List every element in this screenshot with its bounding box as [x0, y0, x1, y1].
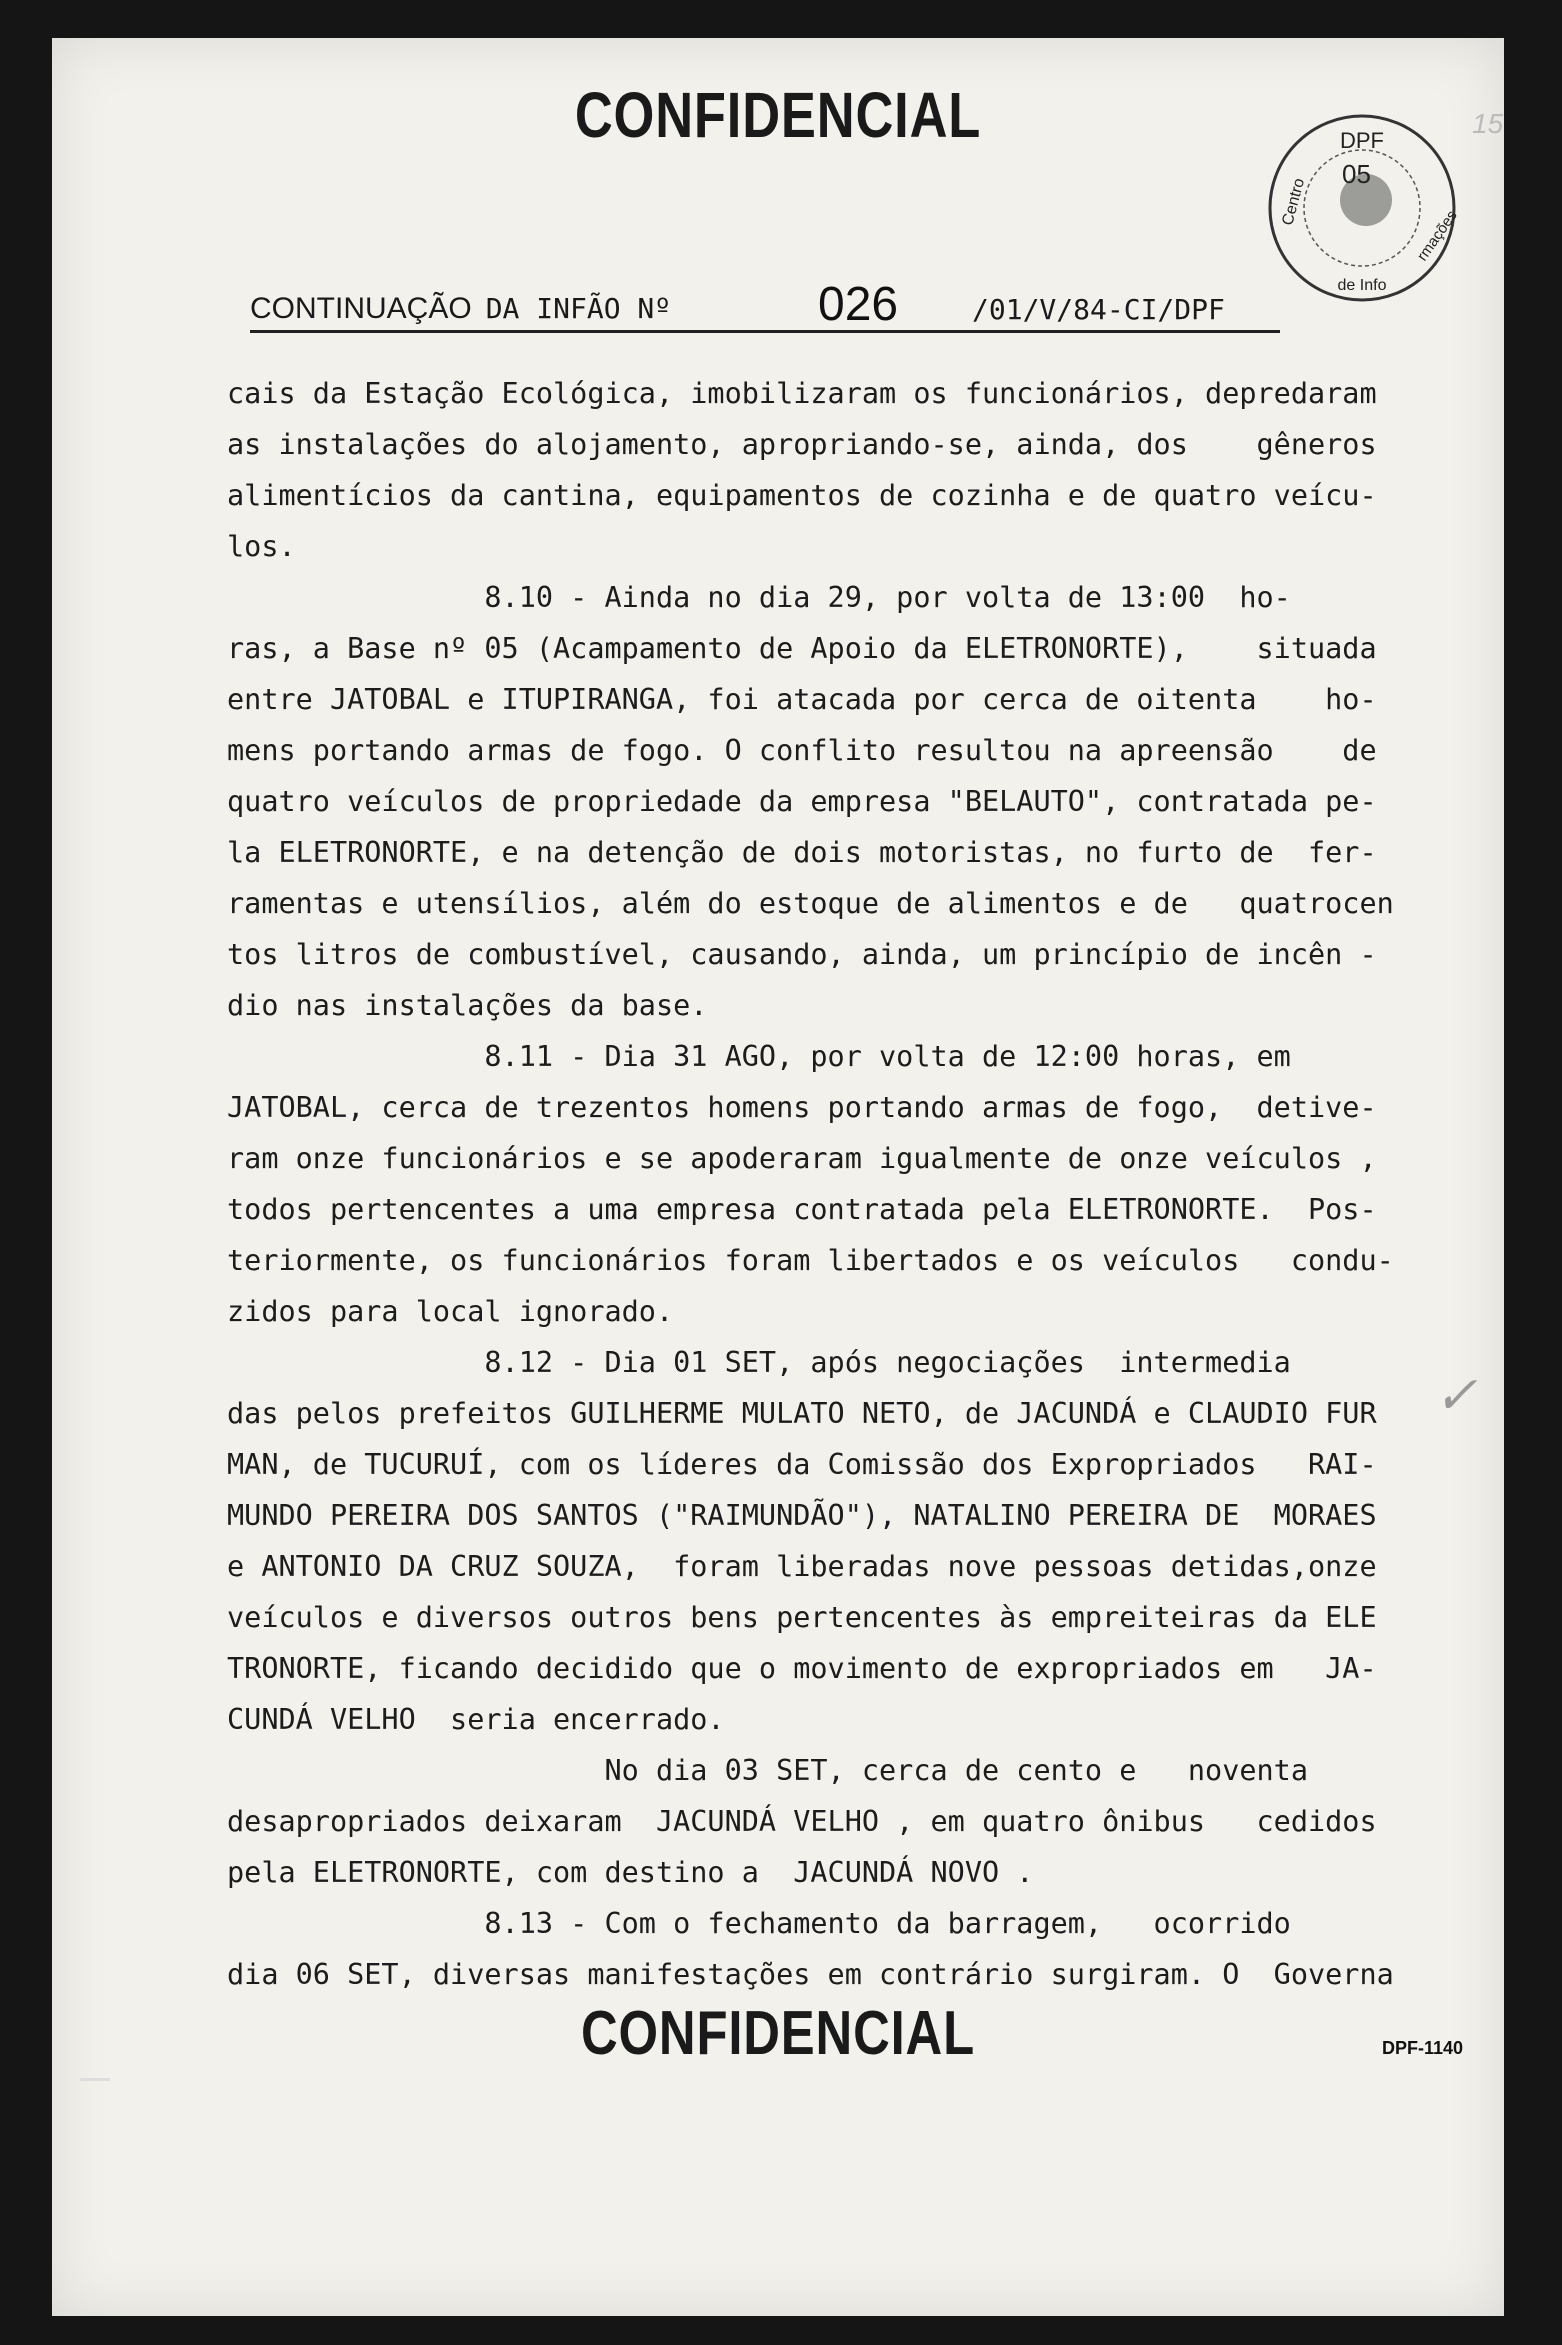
body-line: la ELETRONORTE, e na detenção de dois motoristas, no furto de fer- — [227, 836, 1377, 869]
body-line: ramentas e utensílios, além do estoque de alimentos e de quatrocen — [227, 887, 1394, 920]
body-line: zidos para local ignorado. — [227, 1295, 674, 1328]
body-line: das pelos prefeitos GUILHERME MULATO NETO, de JACUNDÁ e CLAUDIO FUR — [227, 1397, 1377, 1430]
header-classification: CONFIDENCIAL — [574, 79, 982, 151]
dpf-stamp — [1262, 108, 1462, 308]
body-line: dio nas instalações da base. — [227, 989, 708, 1022]
body-line: dia 06 SET, diversas manifestações em contrário surgiram. O Governa — [227, 1958, 1394, 1991]
footer-classification: CONFIDENCIAL — [581, 1999, 975, 2068]
document-body — [227, 368, 1457, 2000]
stamp-number: 05 — [1342, 159, 1371, 189]
body-line: veículos e diversos outros bens pertencentes às empreiteiras da ELE — [227, 1601, 1377, 1634]
form-code: DPF-1140 — [1382, 2038, 1464, 2058]
body-line: mens portando armas de fogo. O conflito resultou na apreensão de — [227, 734, 1377, 767]
stamp-bottom-text: de Info — [1337, 277, 1387, 294]
body-line: alimentícios da cantina, equipamentos de cozinha e de quatro veícu- — [227, 479, 1377, 512]
continuation-line — [250, 260, 1280, 333]
body-line: pela ELETRONORTE, com destino a JACUNDÁ NOVO . — [227, 1856, 1034, 1889]
margin-check-mark: ✓ — [1434, 1368, 1478, 1425]
body-line: 8.12 - Dia 01 SET, após negociações intermedia — [227, 1346, 1291, 1379]
body-line: tos litros de combustível, causando, ainda, um princípio de incên - — [227, 938, 1377, 971]
stamp-top-text: DPF — [1340, 128, 1384, 153]
continuation-sub-label: DA INFÃO Nº — [485, 292, 672, 325]
body-line: entre JATOBAL e ITUPIRANGA, foi atacada por cerca de oitenta ho- — [227, 683, 1377, 716]
body-line: 8.11 - Dia 31 AGO, por volta de 12:00 horas, em — [227, 1040, 1291, 1073]
body-line: cais da Estação Ecológica, imobilizaram os funcionários, depredaram — [227, 377, 1377, 410]
document-reference: /01/V/84-CI/DPF — [972, 293, 1225, 326]
body-line: 8.13 - Com o fechamento da barragem, ocorrido — [227, 1907, 1291, 1940]
body-line: 8.10 - Ainda no dia 29, por volta de 13:00 ho- — [227, 581, 1291, 614]
stamp-left-text: Centro — [1279, 176, 1309, 228]
body-line: ras, a Base nº 05 (Acampamento de Apoio da ELETRONORTE), situada — [227, 632, 1377, 665]
body-line: MAN, de TUCURUÍ, com os líderes da Comissão dos Expropriados RAI- — [227, 1448, 1377, 1481]
document-number: 026 — [818, 278, 899, 331]
body-line: los. — [227, 530, 296, 563]
body-line: TRONORTE, ficando decidido que o movimento de expropriados em JA- — [227, 1652, 1377, 1685]
page-corner-mark: 15 — [1472, 108, 1504, 139]
body-line: ram onze funcionários e se apoderaram igualmente de onze veículos , — [227, 1142, 1377, 1175]
body-line: desapropriados deixaram JACUNDÁ VELHO , em quatro ônibus cedidos — [227, 1805, 1377, 1838]
document-page — [52, 38, 1504, 2316]
body-line: JATOBAL, cerca de trezentos homens portando armas de fogo, detive- — [227, 1091, 1377, 1124]
body-line: as instalações do alojamento, apropriando-se, ainda, dos gêneros — [227, 428, 1377, 461]
body-line: quatro veículos de propriedade da empresa "BELAUTO", contratada pe- — [227, 785, 1377, 818]
stamp-right-text: rmações — [1413, 207, 1461, 265]
body-line: CUNDÁ VELHO seria encerrado. — [227, 1703, 725, 1736]
body-line: teriormente, os funcionários foram libertados e os veículos condu- — [227, 1244, 1394, 1277]
body-line: e ANTONIO DA CRUZ SOUZA, foram liberadas nove pessoas detidas,onze — [227, 1550, 1377, 1583]
body-line: todos pertencentes a uma empresa contratada pela ELETRONORTE. Pos- — [227, 1193, 1377, 1226]
continuation-label: CONTINUAÇÃO DA INFÃO Nº — [250, 292, 672, 325]
body-line: No dia 03 SET, cerca de cento e noventa — [227, 1754, 1308, 1787]
scan-artifact — [80, 2078, 110, 2081]
body-line: MUNDO PEREIRA DOS SANTOS ("RAIMUNDÃO"), NATALINO PEREIRA DE MORAES — [227, 1499, 1377, 1532]
